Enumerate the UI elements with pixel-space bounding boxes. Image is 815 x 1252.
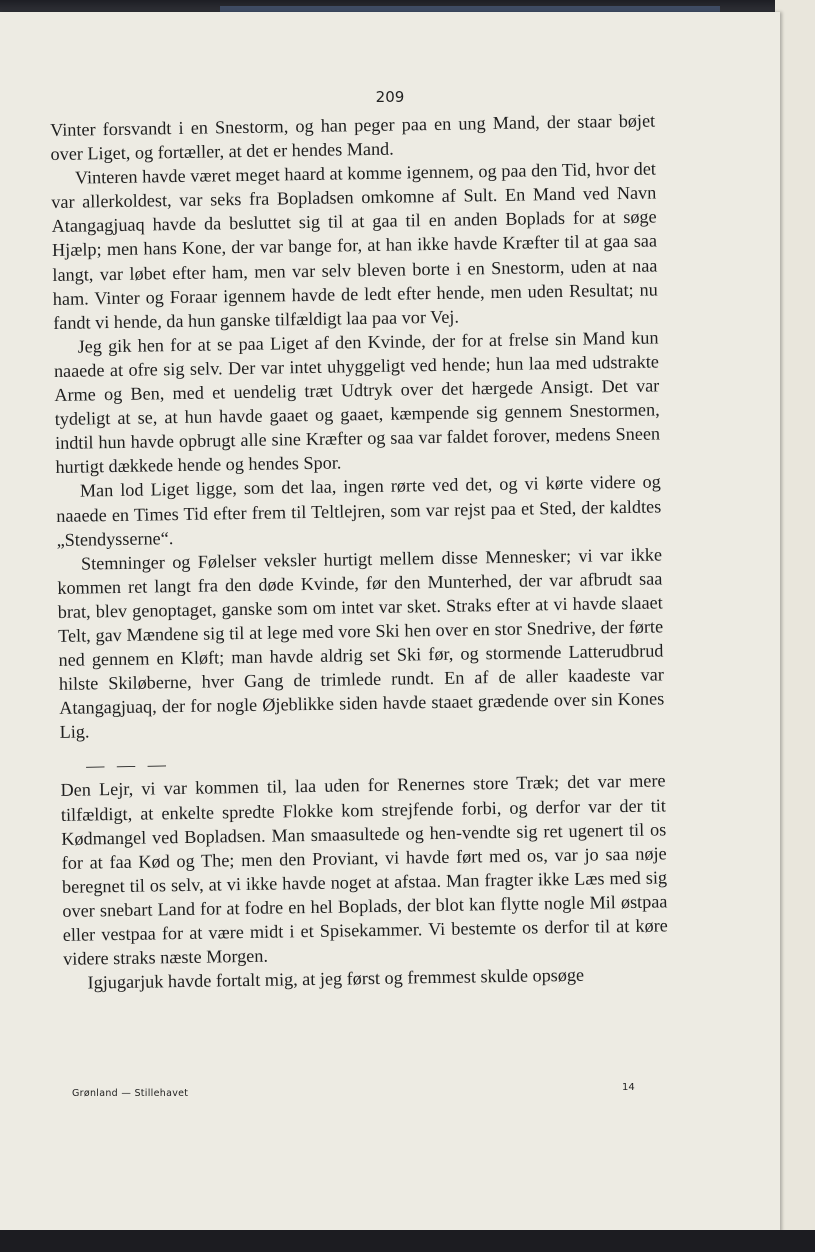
paragraph: Vinteren havde været meget haard at komme igennem, og paa den Tid, hvor det var allerkoldest, var seks fra Bopladsen omkomne af Sult. En Mand ved Navn Atangagjuaq havde da besluttet sig til at gaa til en anden Boplads for at søge Hjælp; men hans Kone, der var bange for, at han ikke havde Kræfter til at gaa saa langt, var løbet efter ham, men var selv bleven borte i en Snestorm, uden at naa ham. Vinter og Foraar igennem havde de ledt efter hende, men uden Resultat; nu fandt vi hende, da hun ganske tilfældigt laa paa vor Vej.: [51, 158, 658, 333]
paragraph: Man lod Liget ligge, som det laa, ingen rørte ved det, og vi kørte videre og naaede en Times Tid efter frem til Teltlejren, som var rejst paa et Sted, der kaldtes „Stendysserne“.: [56, 471, 662, 550]
book-page: [0, 12, 780, 1232]
section-break: — — —: [86, 754, 170, 776]
paragraph: Stemninger og Følelser veksler hurtigt mellem disse Mennesker; vi var ikke kommen ret langt fra den døde Kvinde, før den Munterhed, der var afbrudt saa brat, blev genoptaget, ganske som om intet var sket. Straks efter at vi havde slaaet Telt, gav Mændene sig til at lege med vore Ski hen over en stor Snedrive, der førte ned gennem en Kløft; man havde aldrig set Ski før, og stormende Latterudbrud hilste Skiløberne, hver Gang de trimlede rundt. En af de aller kaadeste var Atangagjuaq, der for nogle Øjeblikke siden havde staaet grædende over sin Kones Lig.: [57, 544, 665, 743]
signature-number: 14: [622, 1082, 635, 1093]
body-text: [50, 108, 669, 995]
paragraph: Den Lejr, vi var kommen til, laa uden for Renernes store Træk; det var mere tilfældigt, at enkelte spredte Flokke kom strejfende forbi, og derfor var der tit Kødmangel ved Bopladsen. Man smaasultede og hen-vendte sig ret ugenert til os for at faa Kød og The; men den Proviant, vi havde ført med os, var jo saa nøje beregnet til os selv, at vi ikke havde noget at afstaa. Man fragter ikke Læs med sig over snebart Land for at fodre en hel Boplads, der blot kan flytte nogle Mil østpaa eller vestpaa for at være midt i et Spisekammer. Vi bestemte os derfor til at køre videre straks næste Morgen.: [60, 770, 668, 969]
paragraph: Igjugarjuk havde fortalt mig, at jeg først og fremmest skulde opsøge: [87, 964, 585, 993]
paragraph: Vinter forsvandt i en Snestorm, og han peger paa en ung Mand, der staar bøjet over Liget, og fortæller, at det er hendes Mand.: [50, 110, 656, 165]
adjacent-page-edge: [775, 0, 815, 1252]
signature-mark: Grønland — Stillehavet: [72, 1088, 189, 1099]
page-number: 209: [375, 88, 405, 106]
scan-bottom-edge: [0, 1230, 815, 1252]
paragraph: Jeg gik hen for at se paa Liget af den Kvinde, der for at frelse sin Mand kun naaede at ofre sig selv. Der var intet uhyggeligt ved hende; hun laa med udstrakte Arme og Ben, med et uendelig træt Udtryk over det hærgede Ansigt. Det var tydeligt at se, at hun havde gaaet og gaaet, kæmpende sig gennem Snestormen, indtil hun havde opbrugt alle sine Kræfter og saa var faldet forover, medens Sneen hurtigt dækkede hende og hendes Spor.: [53, 327, 661, 478]
